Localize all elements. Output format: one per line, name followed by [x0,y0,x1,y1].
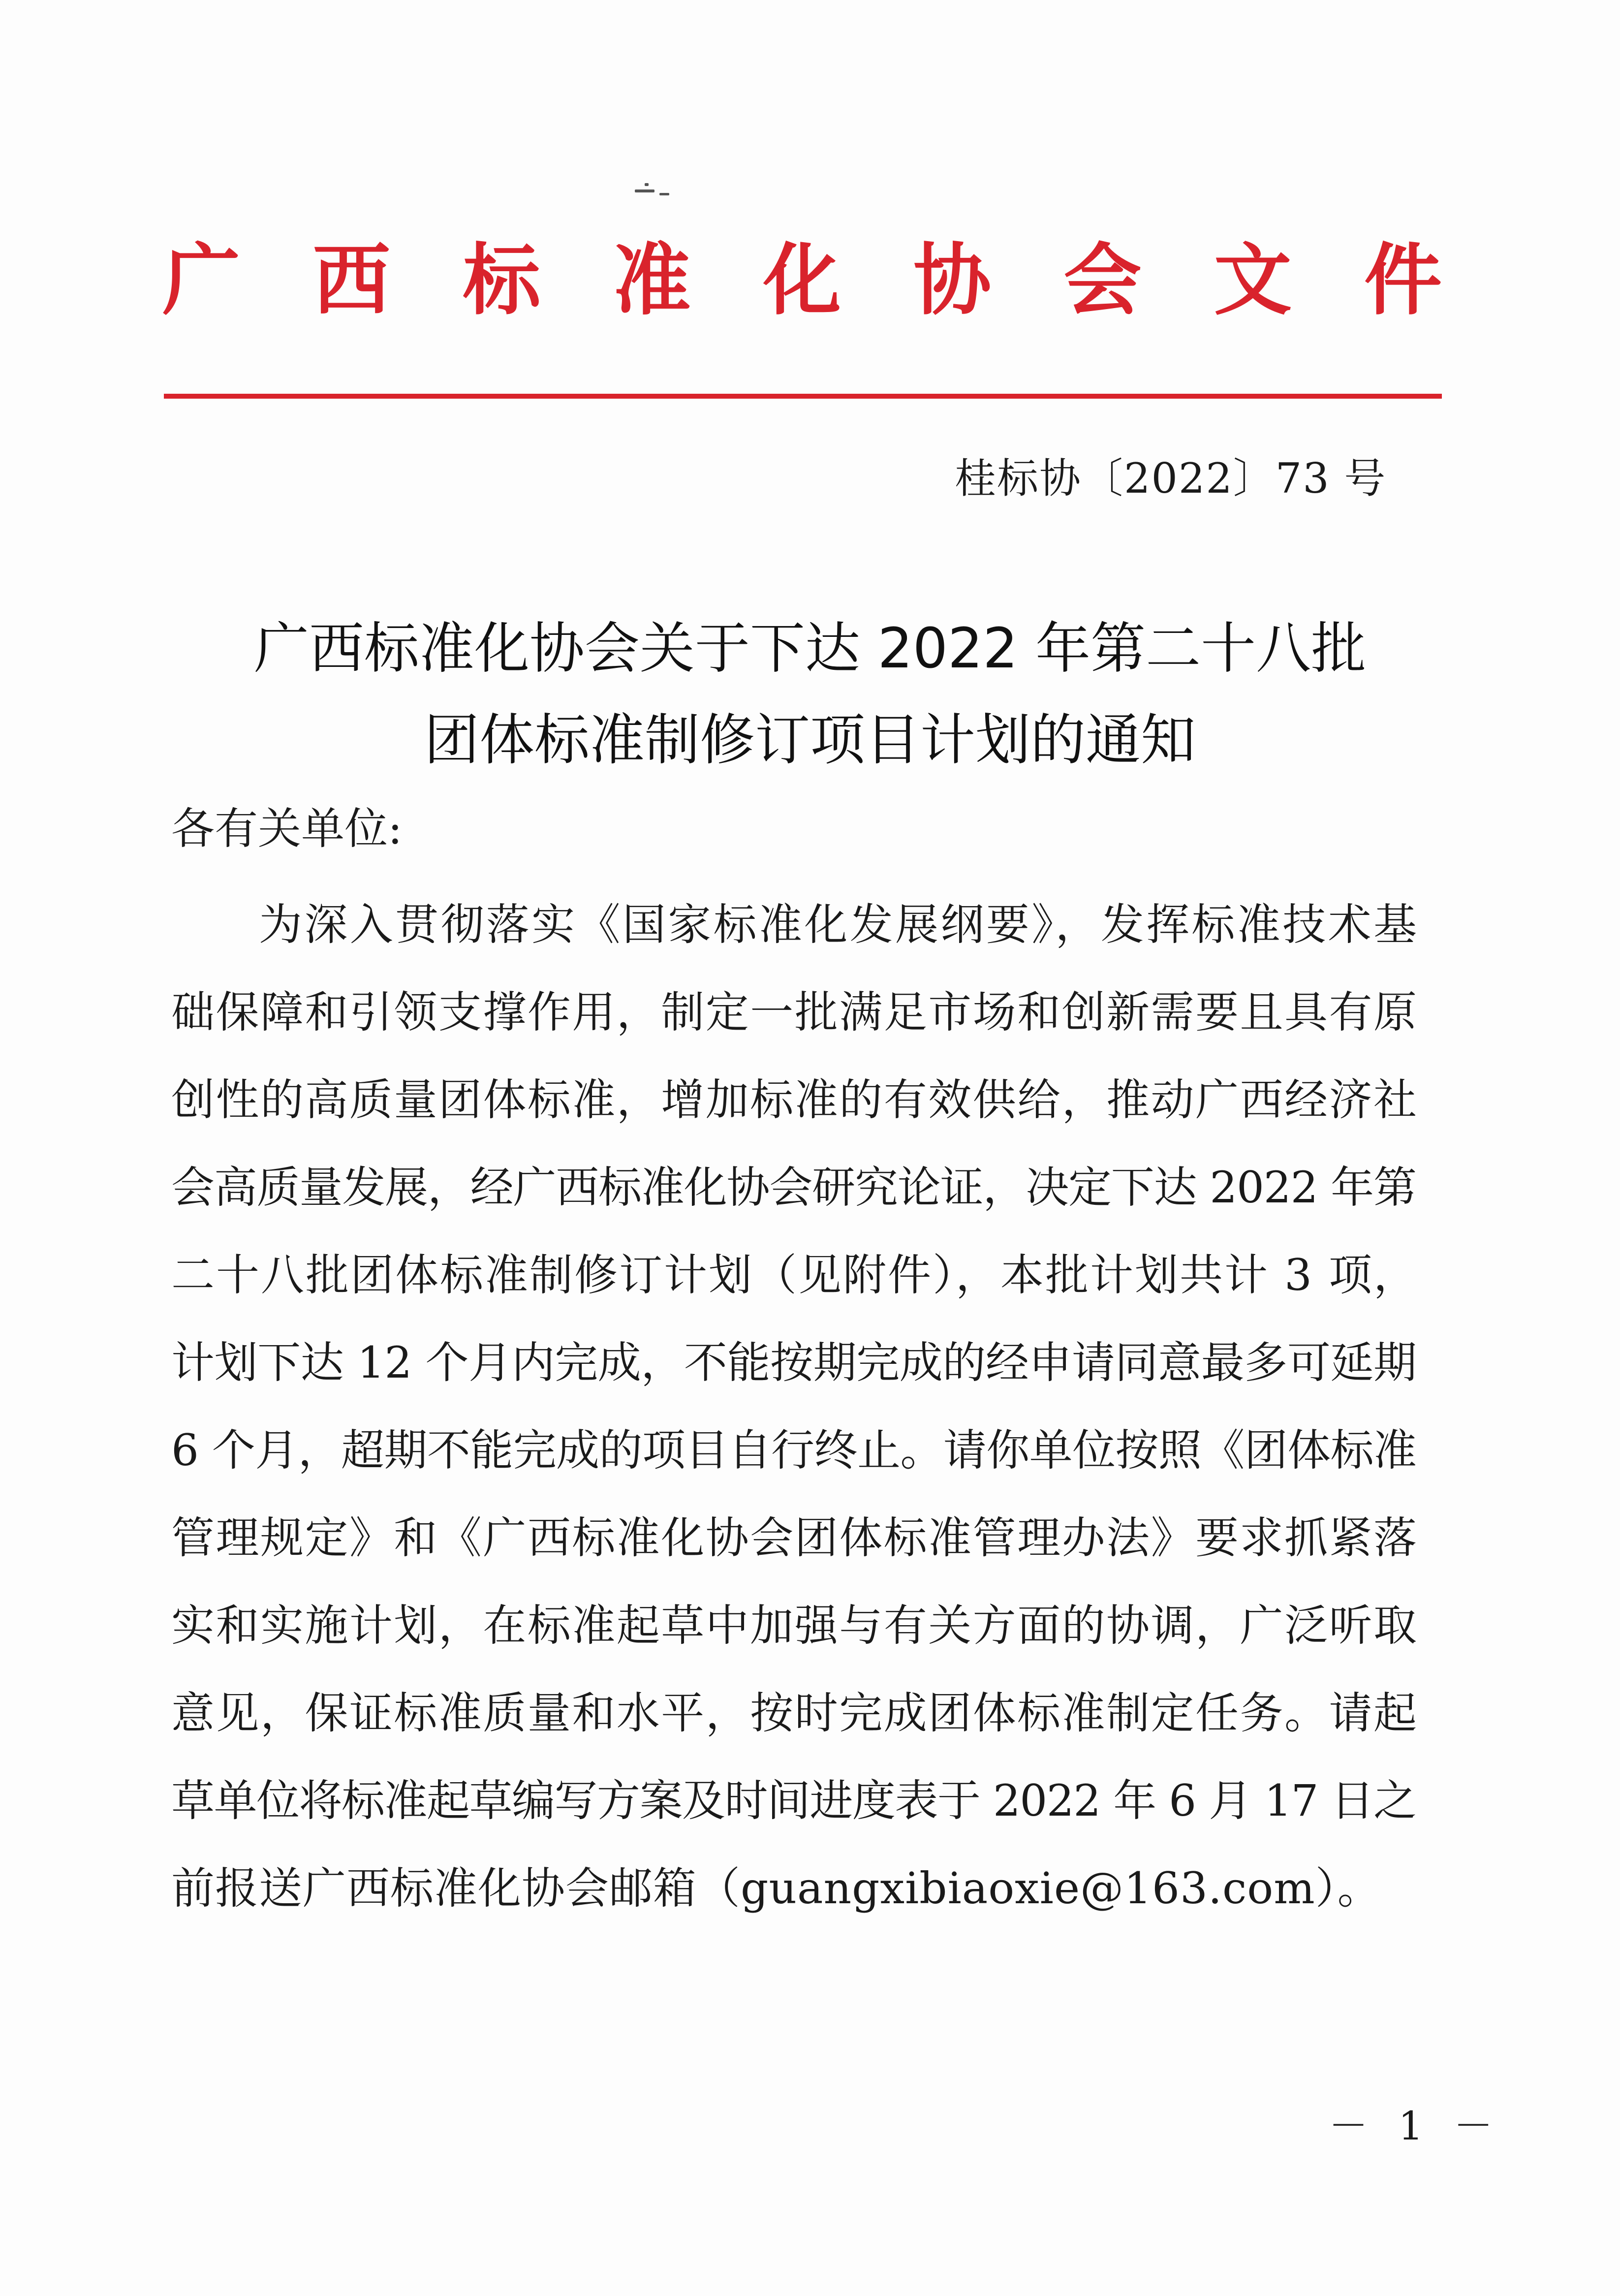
title-line: 团体标准制修订项目计划的通知 [424,708,1196,772]
header-char: 化 [763,235,841,326]
body-line: 计划下达 12 个月内完成，不能按期完成的经申请同意最多可延期 [171,1337,1417,1388]
body-line: 草单位将标准起草编写方案及时间进度表于 2022 年 6 月 17 日之 [171,1775,1416,1826]
body-line: 为深入贯彻落实《国家标准化发展纲要》，发挥标准技术基 [259,899,1419,950]
body-line: 创性的高质量团体标准，增加标准的有效供给，推动广西经济社 [171,1074,1418,1125]
title-line: 广西标准化协会关于下达 2022 年第二十八批 [253,617,1367,681]
scan-speck [645,183,649,186]
body-line: 础保障和引领支撑作用，制定一批满足市场和创新需要且具有原 [171,987,1418,1038]
document-title [148,603,1472,786]
body-line: 管理规定》和《广西标准化协会团体标准管理办法》要求抓紧落 [171,1512,1418,1563]
header-char: 标 [463,235,541,326]
document-number: 桂标协〔2022〕73 号 [955,454,1387,503]
header-char: 西 [312,235,391,326]
header-char: 文 [1214,235,1292,326]
body-line: 会高质量发展，经广西标准化协会研究论证，决定下达 2022 年第 [171,1162,1416,1213]
header-char: 会 [1063,235,1142,326]
scan-speck [659,193,669,195]
body-line: 二十八批团体标准制修订计划（见附件），本批计划共计 3 项， [171,1250,1418,1300]
document-header [162,231,1442,330]
body-line: 前报送广西标准化协会邮箱（guangxibiaoxie@163.com）。 [171,1863,1381,1914]
header-char: 件 [1364,235,1442,326]
body-line: 6 个月，超期不能完成的项目自行终止。请你单位按照《团体标准 [171,1425,1417,1476]
body-line: 意见，保证标准质量和水平，按时完成团体标准制定任务。请起 [171,1688,1418,1738]
page-number: － 1 － [1329,2103,1502,2149]
header-char: 广 [162,235,240,326]
header-divider [164,394,1442,399]
header-char: 准 [613,235,691,326]
body-line: 实和实施计划，在标准起草中加强与有关方面的协调，广泛听取 [171,1600,1418,1651]
salutation: 各有关单位: [171,803,403,854]
header-char: 协 [913,235,992,326]
scan-speck [635,189,654,192]
